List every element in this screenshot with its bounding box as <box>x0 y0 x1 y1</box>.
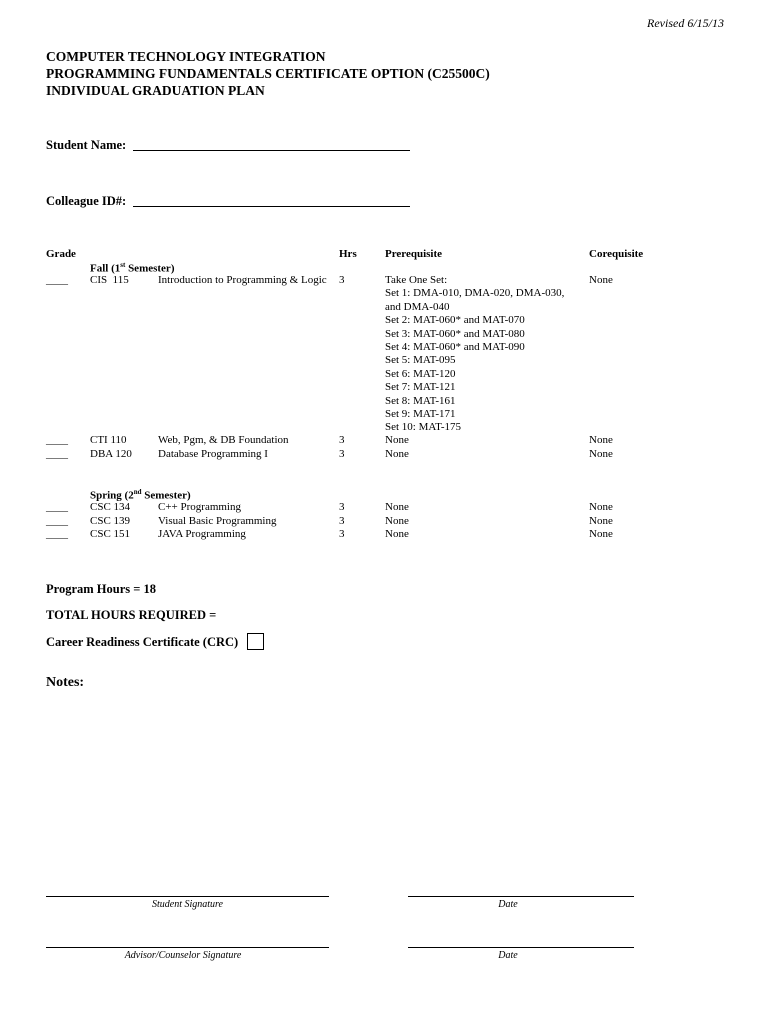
grade-blank-csc134[interactable]: ____ <box>46 501 68 513</box>
course-title-cis115: Introduction to Programming & Logic <box>158 274 327 286</box>
prereq-line: Take One Set: <box>385 274 448 286</box>
course-hrs-cis115: 3 <box>339 274 345 286</box>
prereq-line: Set 7: MAT-121 <box>385 381 456 394</box>
coreq-csc139: None <box>589 515 613 527</box>
prereq-line: Set 2: MAT-060* and MAT-070 <box>385 314 525 327</box>
student-signature-caption: Student Signature <box>151 899 223 910</box>
prereq-csc139: None <box>385 515 409 527</box>
advisor-signature-line[interactable] <box>46 947 329 948</box>
notes-label: Notes: <box>46 675 85 690</box>
coreq-csc134: None <box>589 501 613 513</box>
title-line-3: INDIVIDUAL GRADUATION PLAN <box>46 83 265 98</box>
course-title-csc139: Visual Basic Programming <box>158 515 277 527</box>
prereq-line: Set 1: DMA-010, DMA-020, DMA-030, <box>385 287 565 300</box>
course-code-csc139: CSC 139 <box>90 515 131 527</box>
coreq-csc151: None <box>589 528 613 540</box>
course-code-dba120: DBA 120 <box>90 448 132 460</box>
course-hrs-csc139: 3 <box>339 515 345 527</box>
prereq-line: Set 10: MAT-175 <box>385 421 461 434</box>
course-hrs-dba120: 3 <box>339 448 345 460</box>
prereq-csc151: None <box>385 528 409 540</box>
header-prerequisite: Prerequisite <box>385 248 443 260</box>
colleague-id-label: Colleague ID#: <box>46 194 127 208</box>
fall-semester-label: Fall (1st Semester) <box>90 261 175 275</box>
coreq-dba120: None <box>589 448 613 460</box>
student-name-label: Student Name: <box>46 138 127 152</box>
prereq-line: Set 6: MAT-120 <box>385 367 456 380</box>
course-title-dba120: Database Programming I <box>158 448 268 460</box>
grade-blank-cti110[interactable]: ____ <box>46 434 68 446</box>
header-hrs: Hrs <box>339 248 357 260</box>
prereq-line: Set 4: MAT-060* and MAT-090 <box>385 341 525 354</box>
course-title-csc151: JAVA Programming <box>158 528 246 540</box>
coreq-cti110: None <box>589 434 613 446</box>
student-signature-line[interactable] <box>46 896 329 897</box>
prereq-line: Set 9: MAT-171 <box>385 408 456 421</box>
grade-blank-csc151[interactable]: ____ <box>46 528 68 540</box>
course-code-cis115: CIS 115 <box>90 274 129 286</box>
document-title <box>46 48 490 99</box>
student-date-line[interactable] <box>408 896 634 897</box>
course-code-csc151: CSC 151 <box>90 528 131 540</box>
prereq-csc134: None <box>385 501 409 513</box>
course-code-csc134: CSC 134 <box>90 501 131 513</box>
grade-blank-dba120[interactable]: ____ <box>46 448 68 460</box>
program-hours: Program Hours = 18 <box>46 582 157 596</box>
crc-label: Career Readiness Certificate (CRC) <box>46 635 239 649</box>
prereq-cis115 <box>385 274 564 435</box>
course-hrs-csc134: 3 <box>339 501 345 513</box>
prereq-line: Set 8: MAT-161 <box>385 394 456 407</box>
total-hours-required: TOTAL HOURS REQUIRED = <box>46 608 217 622</box>
course-code-cti110: CTI 110 <box>90 434 127 446</box>
coreq-cis115: None <box>589 274 613 286</box>
revision-date: Revised 6/15/13 <box>647 16 724 30</box>
advisor-signature-caption: Advisor/Counselor Signature <box>124 950 242 961</box>
prereq-dba120: None <box>385 448 409 460</box>
student-date-caption: Date <box>498 899 518 910</box>
advisor-date-caption: Date <box>498 950 518 961</box>
advisor-date-line[interactable] <box>408 947 634 948</box>
grade-blank-cis115[interactable]: ____ <box>46 274 68 286</box>
header-grade: Grade <box>46 248 76 260</box>
prereq-line: and DMA-040 <box>385 300 450 313</box>
course-hrs-csc151: 3 <box>339 528 345 540</box>
course-title-cti110: Web, Pgm, & DB Foundation <box>158 434 289 446</box>
title-line-2: PROGRAMMING FUNDAMENTALS CERTIFICATE OPTION (C25500C) <box>46 66 490 81</box>
header-corequisite: Corequisite <box>589 248 644 260</box>
student-name-field[interactable] <box>133 150 410 151</box>
course-title-csc134: C++ Programming <box>158 501 241 513</box>
course-hrs-cti110: 3 <box>339 434 345 446</box>
spring-semester-label: Spring (2nd Semester) <box>90 488 191 502</box>
grade-blank-csc139[interactable]: ____ <box>46 515 68 527</box>
crc-checkbox[interactable] <box>247 633 264 650</box>
prereq-line: Set 5: MAT-095 <box>385 354 456 367</box>
prereq-line: Set 3: MAT-060* and MAT-080 <box>385 327 525 340</box>
title-line-1: COMPUTER TECHNOLOGY INTEGRATION <box>46 49 326 64</box>
colleague-id-field[interactable] <box>133 206 410 207</box>
prereq-cti110: None <box>385 434 409 446</box>
